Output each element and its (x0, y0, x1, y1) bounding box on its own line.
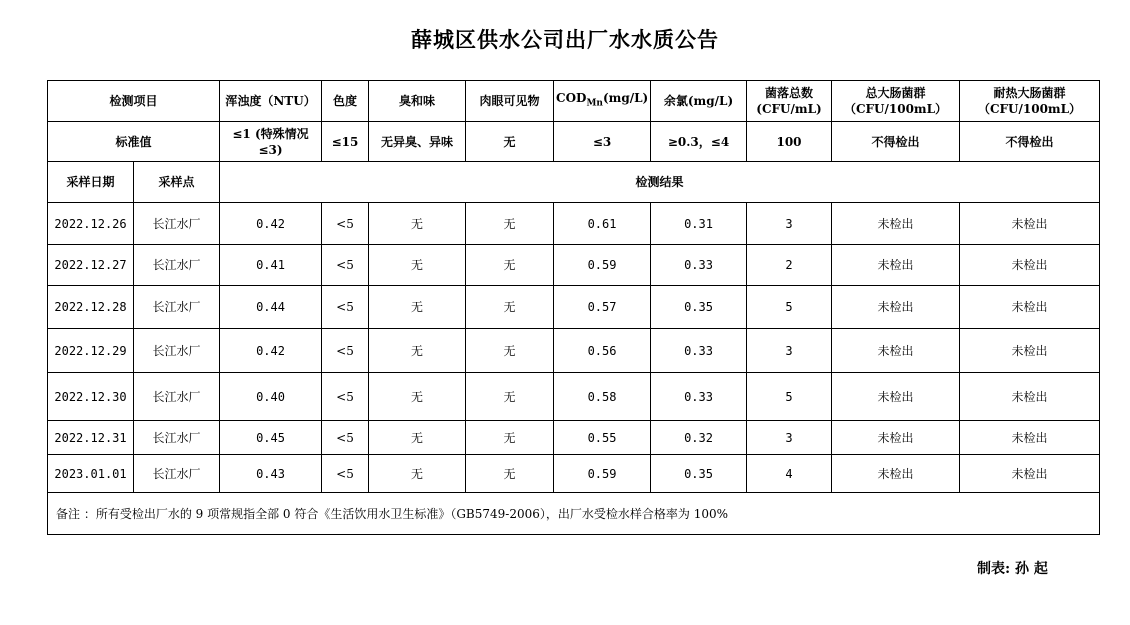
cell-coliform: 未检出 (832, 455, 960, 493)
header-odor: 臭和味 (369, 81, 466, 122)
cell-site: 长江水厂 (134, 245, 220, 286)
cell-odor: 无 (369, 329, 466, 373)
cell-turbidity: 0.41 (220, 245, 322, 286)
cell-cod: 0.57 (554, 286, 651, 329)
cell-bacteria: 2 (747, 245, 832, 286)
cell-coliform: 未检出 (832, 421, 960, 455)
cell-visible: 无 (466, 286, 554, 329)
cell-turbidity: 0.43 (220, 455, 322, 493)
cell-odor: 无 (369, 245, 466, 286)
table-row (48, 455, 1100, 493)
cell-bacteria: 3 (747, 203, 832, 245)
standard-row (48, 122, 1100, 162)
cell-cod: 0.58 (554, 373, 651, 421)
header-coliform (832, 81, 960, 122)
cell-thermo: 未检出 (960, 286, 1100, 329)
cell-odor: 无 (369, 455, 466, 493)
cell-odor: 无 (369, 421, 466, 455)
header-bacteria (747, 81, 832, 122)
cell-turbidity: 0.40 (220, 373, 322, 421)
cell-chlorine: 0.32 (651, 421, 747, 455)
cell-site: 长江水厂 (134, 421, 220, 455)
cell-color: <5 (322, 245, 369, 286)
cell-date: 2022.12.28 (48, 286, 134, 329)
header-cod-sub: Mn (586, 98, 603, 109)
standard-color: ≤15 (322, 122, 369, 162)
cell-visible: 无 (466, 421, 554, 455)
cell-date: 2022.12.27 (48, 245, 134, 286)
header-item: 检测项目 (48, 81, 220, 122)
cell-cod: 0.59 (554, 455, 651, 493)
cell-bacteria: 4 (747, 455, 832, 493)
header-thermo-name: 耐热大肠菌群 (993, 86, 1066, 100)
cell-turbidity: 0.44 (220, 286, 322, 329)
cell-site: 长江水厂 (134, 203, 220, 245)
cell-chlorine: 0.31 (651, 203, 747, 245)
standard-visible: 无 (466, 122, 554, 162)
cell-date: 2022.12.29 (48, 329, 134, 373)
cell-odor: 无 (369, 286, 466, 329)
header-coliform-unit: （CFU/100mL） (843, 102, 948, 116)
cell-visible: 无 (466, 455, 554, 493)
cell-color: <5 (322, 373, 369, 421)
header-coliform-name: 总大肠菌群 (865, 86, 926, 100)
cell-cod: 0.59 (554, 245, 651, 286)
header-thermo (960, 81, 1100, 122)
standard-coliform: 不得检出 (832, 122, 960, 162)
cell-thermo: 未检出 (960, 203, 1100, 245)
label-date: 采样日期 (48, 162, 134, 203)
header-visible: 肉眼可见物 (466, 81, 554, 122)
cell-chlorine: 0.35 (651, 455, 747, 493)
cell-site: 长江水厂 (134, 329, 220, 373)
header-cod-unit: (mg/L) (602, 91, 649, 106)
header-bacteria-name: 菌落总数 (765, 86, 814, 100)
cell-site: 长江水厂 (134, 455, 220, 493)
header-cod (554, 81, 651, 122)
table-row (48, 421, 1100, 455)
cell-thermo: 未检出 (960, 455, 1100, 493)
cell-coliform: 未检出 (832, 373, 960, 421)
cell-visible: 无 (466, 373, 554, 421)
cell-thermo: 未检出 (960, 245, 1100, 286)
table-row (48, 286, 1100, 329)
cell-turbidity: 0.45 (220, 421, 322, 455)
header-row (48, 81, 1100, 122)
header-chlorine: 余氯(mg/L) (651, 81, 747, 122)
page-title: 薛城区供水公司出厂水水质公告 (411, 27, 719, 52)
note-row (48, 493, 1100, 535)
cell-coliform: 未检出 (832, 286, 960, 329)
standard-cod: ≤3 (554, 122, 651, 162)
cell-chlorine: 0.35 (651, 286, 747, 329)
cell-thermo: 未检出 (960, 421, 1100, 455)
cell-turbidity: 0.42 (220, 203, 322, 245)
cell-cod: 0.55 (554, 421, 651, 455)
header-color: 色度 (322, 81, 369, 122)
cell-odor: 无 (369, 373, 466, 421)
cell-bacteria: 5 (747, 373, 832, 421)
cell-coliform: 未检出 (832, 245, 960, 286)
cell-date: 2023.01.01 (48, 455, 134, 493)
table-row (48, 203, 1100, 245)
cell-bacteria: 3 (747, 329, 832, 373)
header-cod-main: COD (556, 91, 587, 106)
cell-chlorine: 0.33 (651, 373, 747, 421)
table-row (48, 329, 1100, 373)
cell-thermo: 未检出 (960, 329, 1100, 373)
header-turbidity: 浑浊度（NTU） (220, 81, 322, 122)
cell-color: <5 (322, 203, 369, 245)
cell-visible: 无 (466, 203, 554, 245)
header-thermo-unit: （CFU/100mL） (977, 102, 1082, 116)
standard-label: 标准值 (48, 122, 220, 162)
cell-cod: 0.56 (554, 329, 651, 373)
cell-date: 2022.12.30 (48, 373, 134, 421)
cell-site: 长江水厂 (134, 286, 220, 329)
cell-color: <5 (322, 329, 369, 373)
label-result: 检测结果 (220, 162, 1100, 203)
note-text: 备注 ：所有受检出厂水的 9 项常规指全部 0 符合《生活饮用水卫生标准》（GB5749-2006），出厂水受检水样合格率为 100% (48, 493, 1100, 535)
standard-thermo: 不得检出 (960, 122, 1100, 162)
cell-site: 长江水厂 (134, 373, 220, 421)
cell-date: 2022.12.26 (48, 203, 134, 245)
cell-bacteria: 3 (747, 421, 832, 455)
standard-odor: 无异臭、异味 (369, 122, 466, 162)
cell-coliform: 未检出 (832, 329, 960, 373)
water-quality-table (47, 80, 1100, 535)
cell-thermo: 未检出 (960, 373, 1100, 421)
cell-odor: 无 (369, 203, 466, 245)
cell-color: <5 (322, 455, 369, 493)
table-maker: 制表: 孙 起 (977, 561, 1048, 577)
cell-color: <5 (322, 421, 369, 455)
cell-chlorine: 0.33 (651, 245, 747, 286)
cell-visible: 无 (466, 245, 554, 286)
standard-chlorine: ≥0.3，≤4 (651, 122, 747, 162)
header-bacteria-unit: (CFU/mL) (756, 102, 822, 116)
cell-chlorine: 0.33 (651, 329, 747, 373)
cell-turbidity: 0.42 (220, 329, 322, 373)
cell-color: <5 (322, 286, 369, 329)
label-site: 采样点 (134, 162, 220, 203)
standard-turbidity: ≤1 (特殊情况≤3) (220, 122, 322, 162)
label-row (48, 162, 1100, 203)
cell-visible: 无 (466, 329, 554, 373)
cell-bacteria: 5 (747, 286, 832, 329)
standard-bacteria: 100 (747, 122, 832, 162)
table-row (48, 373, 1100, 421)
cell-cod: 0.61 (554, 203, 651, 245)
cell-coliform: 未检出 (832, 203, 960, 245)
table-row (48, 245, 1100, 286)
cell-date: 2022.12.31 (48, 421, 134, 455)
